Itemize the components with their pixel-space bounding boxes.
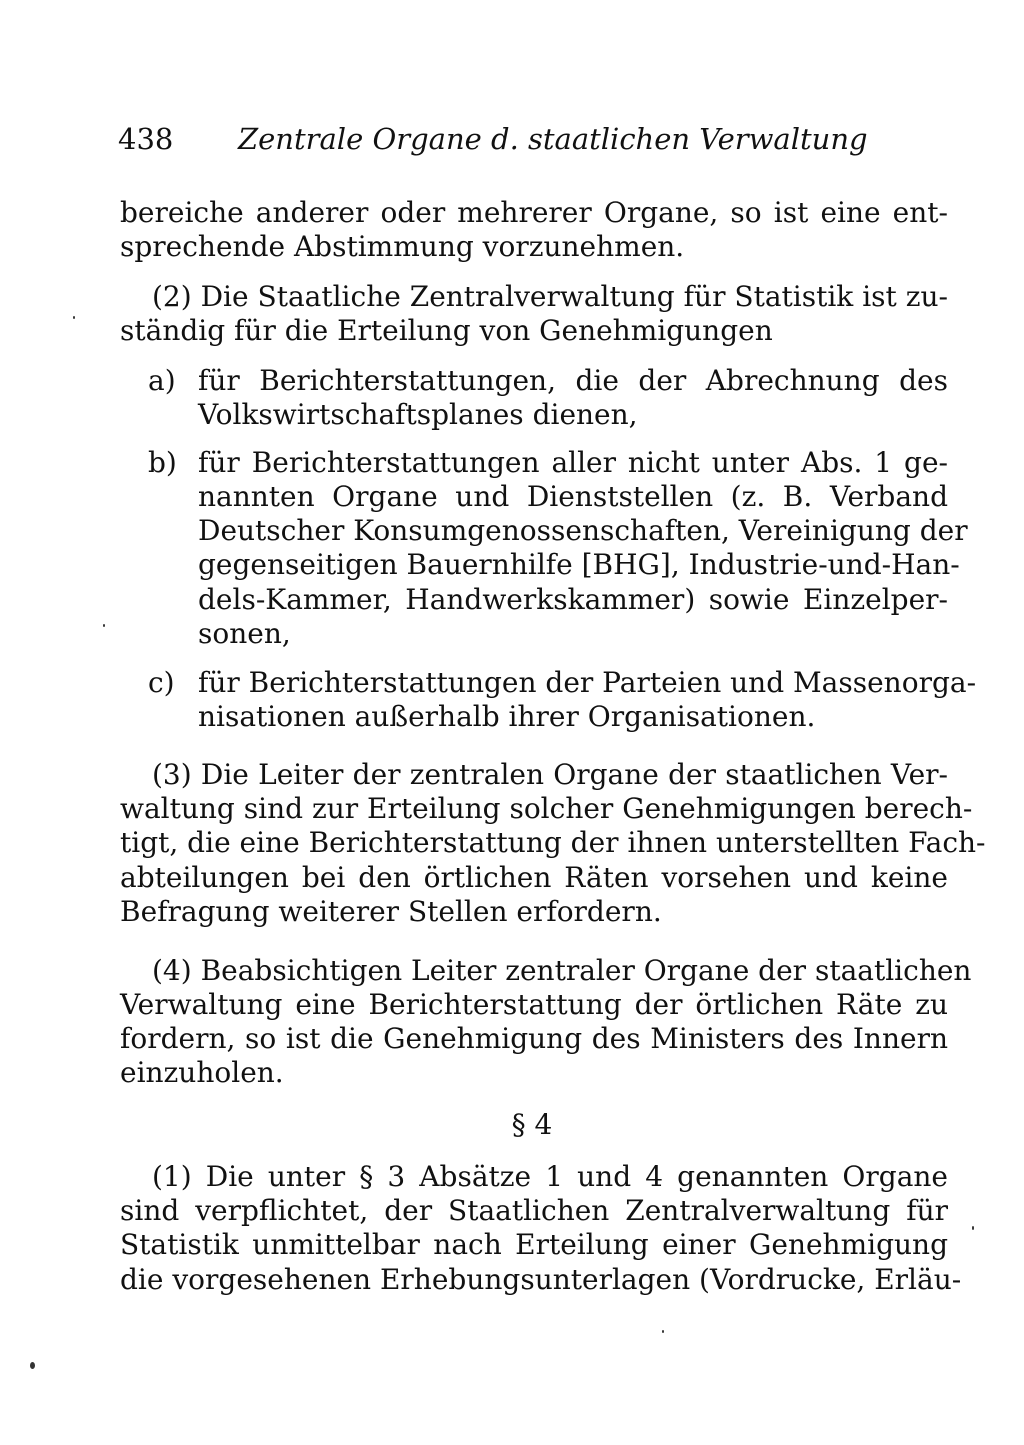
scan-speck — [103, 624, 105, 627]
text-line: tigt, die eine Berichterstattung der ihnen unterstellten Fach- — [120, 826, 986, 859]
text-line: abteilungen bei den örtlichen Räten vorsehen und keine — [120, 861, 948, 894]
list-marker: b) — [148, 446, 177, 479]
text-line: (3) Die Leiter der zentralen Organe der staatlichen Ver- — [152, 758, 948, 791]
text-line: (2) Die Staatliche Zentralverwaltung für Statistik ist zu- — [152, 280, 948, 313]
text-line: Verwaltung eine Berichterstattung der örtlichen Räte zu — [120, 988, 948, 1021]
text-line: ständig für die Erteilung von Genehmigungen — [120, 314, 773, 347]
running-title: Zentrale Organe d. staatlichen Verwaltung — [238, 122, 868, 156]
list-marker: c) — [148, 666, 175, 699]
text-line: einzuholen. — [120, 1056, 284, 1089]
text-line: für Berichterstattungen aller nicht unter Abs. 1 ge- — [198, 446, 948, 479]
section-heading: § 4 — [511, 1108, 553, 1141]
text-line: sind verpflichtet, der Staatlichen Zentralverwaltung für — [120, 1194, 948, 1227]
scan-speck — [30, 1362, 35, 1369]
text-line: nisationen außerhalb ihrer Organisationen. — [198, 700, 816, 733]
text-line: die vorgesehenen Erhebungsunterlagen (Vordrucke, Erläu- — [120, 1263, 962, 1296]
page-number: 438 — [118, 122, 174, 156]
text-line: (1) Die unter § 3 Absätze 1 und 4 genannten Organe — [152, 1160, 948, 1193]
text-line: sprechende Abstimmung vorzunehmen. — [120, 230, 685, 263]
text-line: gegenseitigen Bauernhilfe [BHG], Industrie-und-Han- — [198, 548, 960, 581]
text-line: Befragung weiterer Stellen erfordern. — [120, 895, 662, 928]
scan-speck — [972, 1226, 974, 1230]
scan-speck — [662, 1330, 664, 1333]
text-line: dels-Kammer, Handwerkskammer) sowie Einzelper- — [198, 583, 948, 616]
text-line: sonen, — [198, 617, 291, 650]
list-marker: a) — [148, 364, 176, 397]
text-line: Volkswirtschaftsplanes dienen, — [198, 398, 638, 431]
text-line: Statistik unmittelbar nach Erteilung einer Genehmigung — [120, 1228, 948, 1261]
text-line: waltung sind zur Erteilung solcher Genehmigungen berech- — [120, 792, 973, 825]
text-line: für Berichterstattungen der Parteien und Massenorga- — [198, 666, 977, 699]
text-line: fordern, so ist die Genehmigung des Ministers des Innern — [120, 1022, 948, 1055]
scan-speck — [73, 316, 75, 319]
page-header — [118, 118, 948, 162]
text-line: (4) Beabsichtigen Leiter zentraler Organe der staatlichen — [152, 954, 972, 987]
text-line: bereiche anderer oder mehrerer Organe, so ist eine ent- — [120, 196, 948, 229]
text-line: Deutscher Konsumgenossenschaften, Vereinigung der — [198, 514, 968, 547]
text-line: nannten Organe und Dienststellen (z. B. Verband — [198, 480, 948, 513]
text-line: für Berichterstattungen, die der Abrechnung des — [198, 364, 948, 397]
